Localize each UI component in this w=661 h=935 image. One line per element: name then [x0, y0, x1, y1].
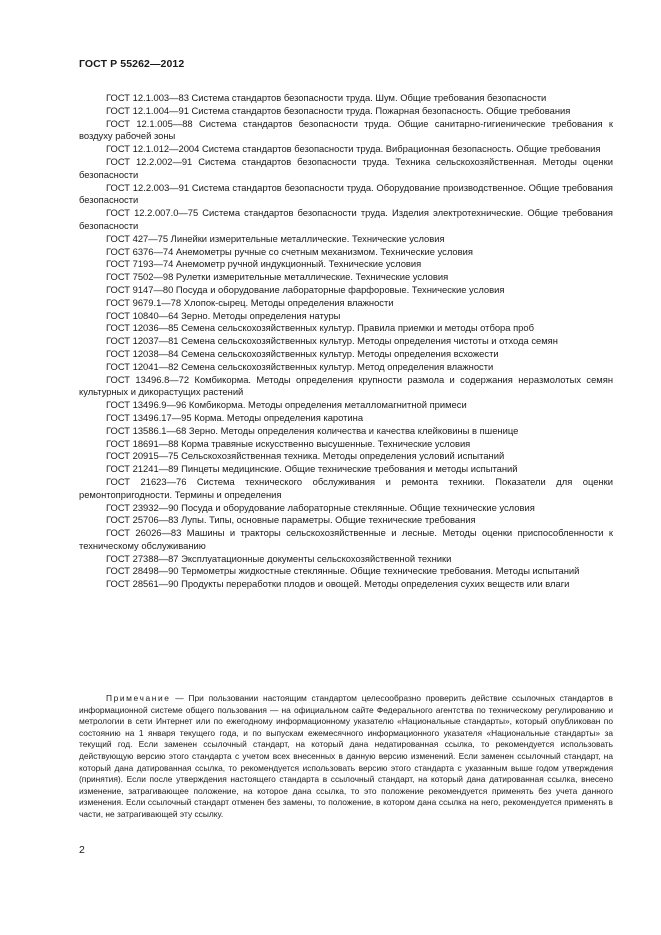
reference-item: ГОСТ 28498—90 Термометры жидкостные стеклянные. Общие технические требования. Методы испытаний: [106, 565, 580, 577]
reference-item: ГОСТ 20915—75 Сельскохозяйственная техника. Методы определения условий испытаний: [106, 450, 505, 462]
reference-item: ГОСТ 25706—83 Лупы. Типы, основные параметры. Общие технические требования: [106, 514, 476, 526]
note-label: Примечание: [106, 693, 171, 703]
reference-item: ГОСТ 13496.17—95 Корма. Методы определения каротина: [106, 411, 364, 423]
reference-item: ГОСТ 21241—89 Пинцеты медицинские. Общие технические требования и методы испытаний: [106, 463, 518, 475]
reference-item: ГОСТ 12036—85 Семена сельскохозяйственных культур. Правила приемки и методы отбора проб: [106, 322, 534, 334]
reference-item: ГОСТ 12.2.003—91 Система стандартов безопасности труда. Оборудование производственное. Общие требования безопасности: [79, 181, 613, 206]
reference-item: ГОСТ 12.1.005—88 Система стандартов безопасности труда. Общие санитарно-гигиенические требования к воздуху рабочей зоны: [79, 117, 613, 142]
reference-item: ГОСТ 21623—76 Система технического обслуживания и ремонта техники. Показатели для оценки ремонтопригодности. Термины и определения: [79, 475, 613, 500]
page-number: 2: [79, 844, 85, 856]
reference-item: ГОСТ 12041—82 Семена сельскохозяйственных культур. Метод определения влажности: [106, 360, 494, 372]
reference-item: ГОСТ 9147—80 Посуда и оборудование лабораторные фарфоровые. Технические условия: [106, 283, 505, 295]
reference-item: ГОСТ 12.2.007.0—75 Система стандартов безопасности труда. Изделия электротехнические. Общие требования безопасности: [79, 207, 613, 231]
reference-item: ГОСТ 10840—64 Зерно. Методы определения натуры: [106, 309, 341, 321]
reference-item: ГОСТ 13496.9—96 Комбикорма. Методы определения металломагнитной примеси: [106, 399, 467, 411]
reference-item: ГОСТ 18691—88 Корма травяные искусственно высушенные. Технические условия: [106, 437, 471, 449]
reference-item: ГОСТ 9679.1—78 Хлопок-сырец. Методы определения влажности: [106, 296, 394, 308]
reference-item: ГОСТ 12.1.004—91 Система стандартов безопасности труда. Пожарная безопасность. Общие требования: [106, 104, 571, 116]
reference-item: ГОСТ 7502—98 Рулетки измерительные металлические. Технические условия: [106, 271, 449, 283]
reference-item: ГОСТ 12038—84 Семена сельскохозяйственных культур. Методы определения всхожести: [106, 347, 499, 359]
reference-item: ГОСТ 27388—87 Эксплуатационные документы сельскохозяйственной техники: [106, 552, 452, 564]
reference-item: ГОСТ 23932—90 Посуда и оборудование лабораторные стеклянные. Общие технические условия: [106, 501, 535, 513]
reference-item: ГОСТ 427—75 Линейки измерительные металлические. Технические условия: [106, 232, 445, 244]
reference-item: ГОСТ 12.1.012—2004 Система стандартов безопасности труда. Вибрационная безопасность. Общие требования: [106, 143, 601, 155]
reference-item: ГОСТ 12.1.003—83 Система стандартов безопасности труда. Шум. Общие требования безопасности: [106, 92, 547, 103]
reference-item: ГОСТ 7193—74 Анемометр ручной индукционный. Технические условия: [106, 258, 422, 270]
note-text: — При пользовании настоящим стандартом целесообразно проверить действие ссылочных стандартов в информационной системе общего пользования — на официальном сайте Федерального агентства по техническому регулированию и метрологии в сети Интернет или по ежегодному информационному указателю «Национальные стандарты», который опубликован по состоянию на 1 января текущего года, и по выпускам ежемесячного информационного указателя «Национальные стандарты» за текущий год. Если заменен ссылочный стандарт, на который дана недатированная ссылка, то рекомендуется использовать действующую версию этого стандарта с учетом всех внесенных в данную версию изменений. Если заменен ссылочный стандарт, на который дана датированная ссылка, то рекомендуется использовать версию этого стандарта с указанным выше годом утверждения (принятия). Если после утверждения настоящего стандарта в ссылочный стандарт, на который дана датированная ссылка, внесено изменение, затрагивающее положение, на которое дана ссылка, то это положение рекомендуется применять без учета данного изменения. Если ссылочный стандарт отменен без замены, то положение, в котором дана ссылка на него, рекомендуется применять в части, не затрагивающей эту ссылку.: [79, 693, 614, 819]
reference-item: ГОСТ 12037—81 Семена сельскохозяйственных культур. Методы определения чистоты и отхода семян: [106, 335, 558, 347]
document-header: ГОСТ Р 55262—2012: [79, 58, 185, 70]
reference-item: ГОСТ 13496.8—72 Комбикорма. Методы определения крупности размола и содержания неразмолотых семян культурных и дикорастущих растений: [79, 373, 613, 398]
reference-item: ГОСТ 12.2.002—91 Система стандартов безопасности труда. Техника сельскохозяйственная. Методы оценки безопасности: [79, 155, 613, 180]
normative-references-list: [79, 92, 613, 591]
reference-item: ГОСТ 13586.1—68 Зерно. Методы определения количества и качества клейковины в пшенице: [106, 424, 519, 436]
reference-item: ГОСТ 26026—83 Машины и тракторы сельскохозяйственные и лесные. Методы оценки приспособленности к техническому обслуживанию: [79, 527, 613, 551]
reference-item: ГОСТ 28561—90 Продукты переработки плодов и овощей. Методы определения сухих веществ или влаги: [106, 578, 570, 590]
note-paragraph: [79, 693, 613, 821]
reference-item: ГОСТ 6376—74 Анемометры ручные со счетным механизмом. Технические условия: [106, 245, 473, 257]
